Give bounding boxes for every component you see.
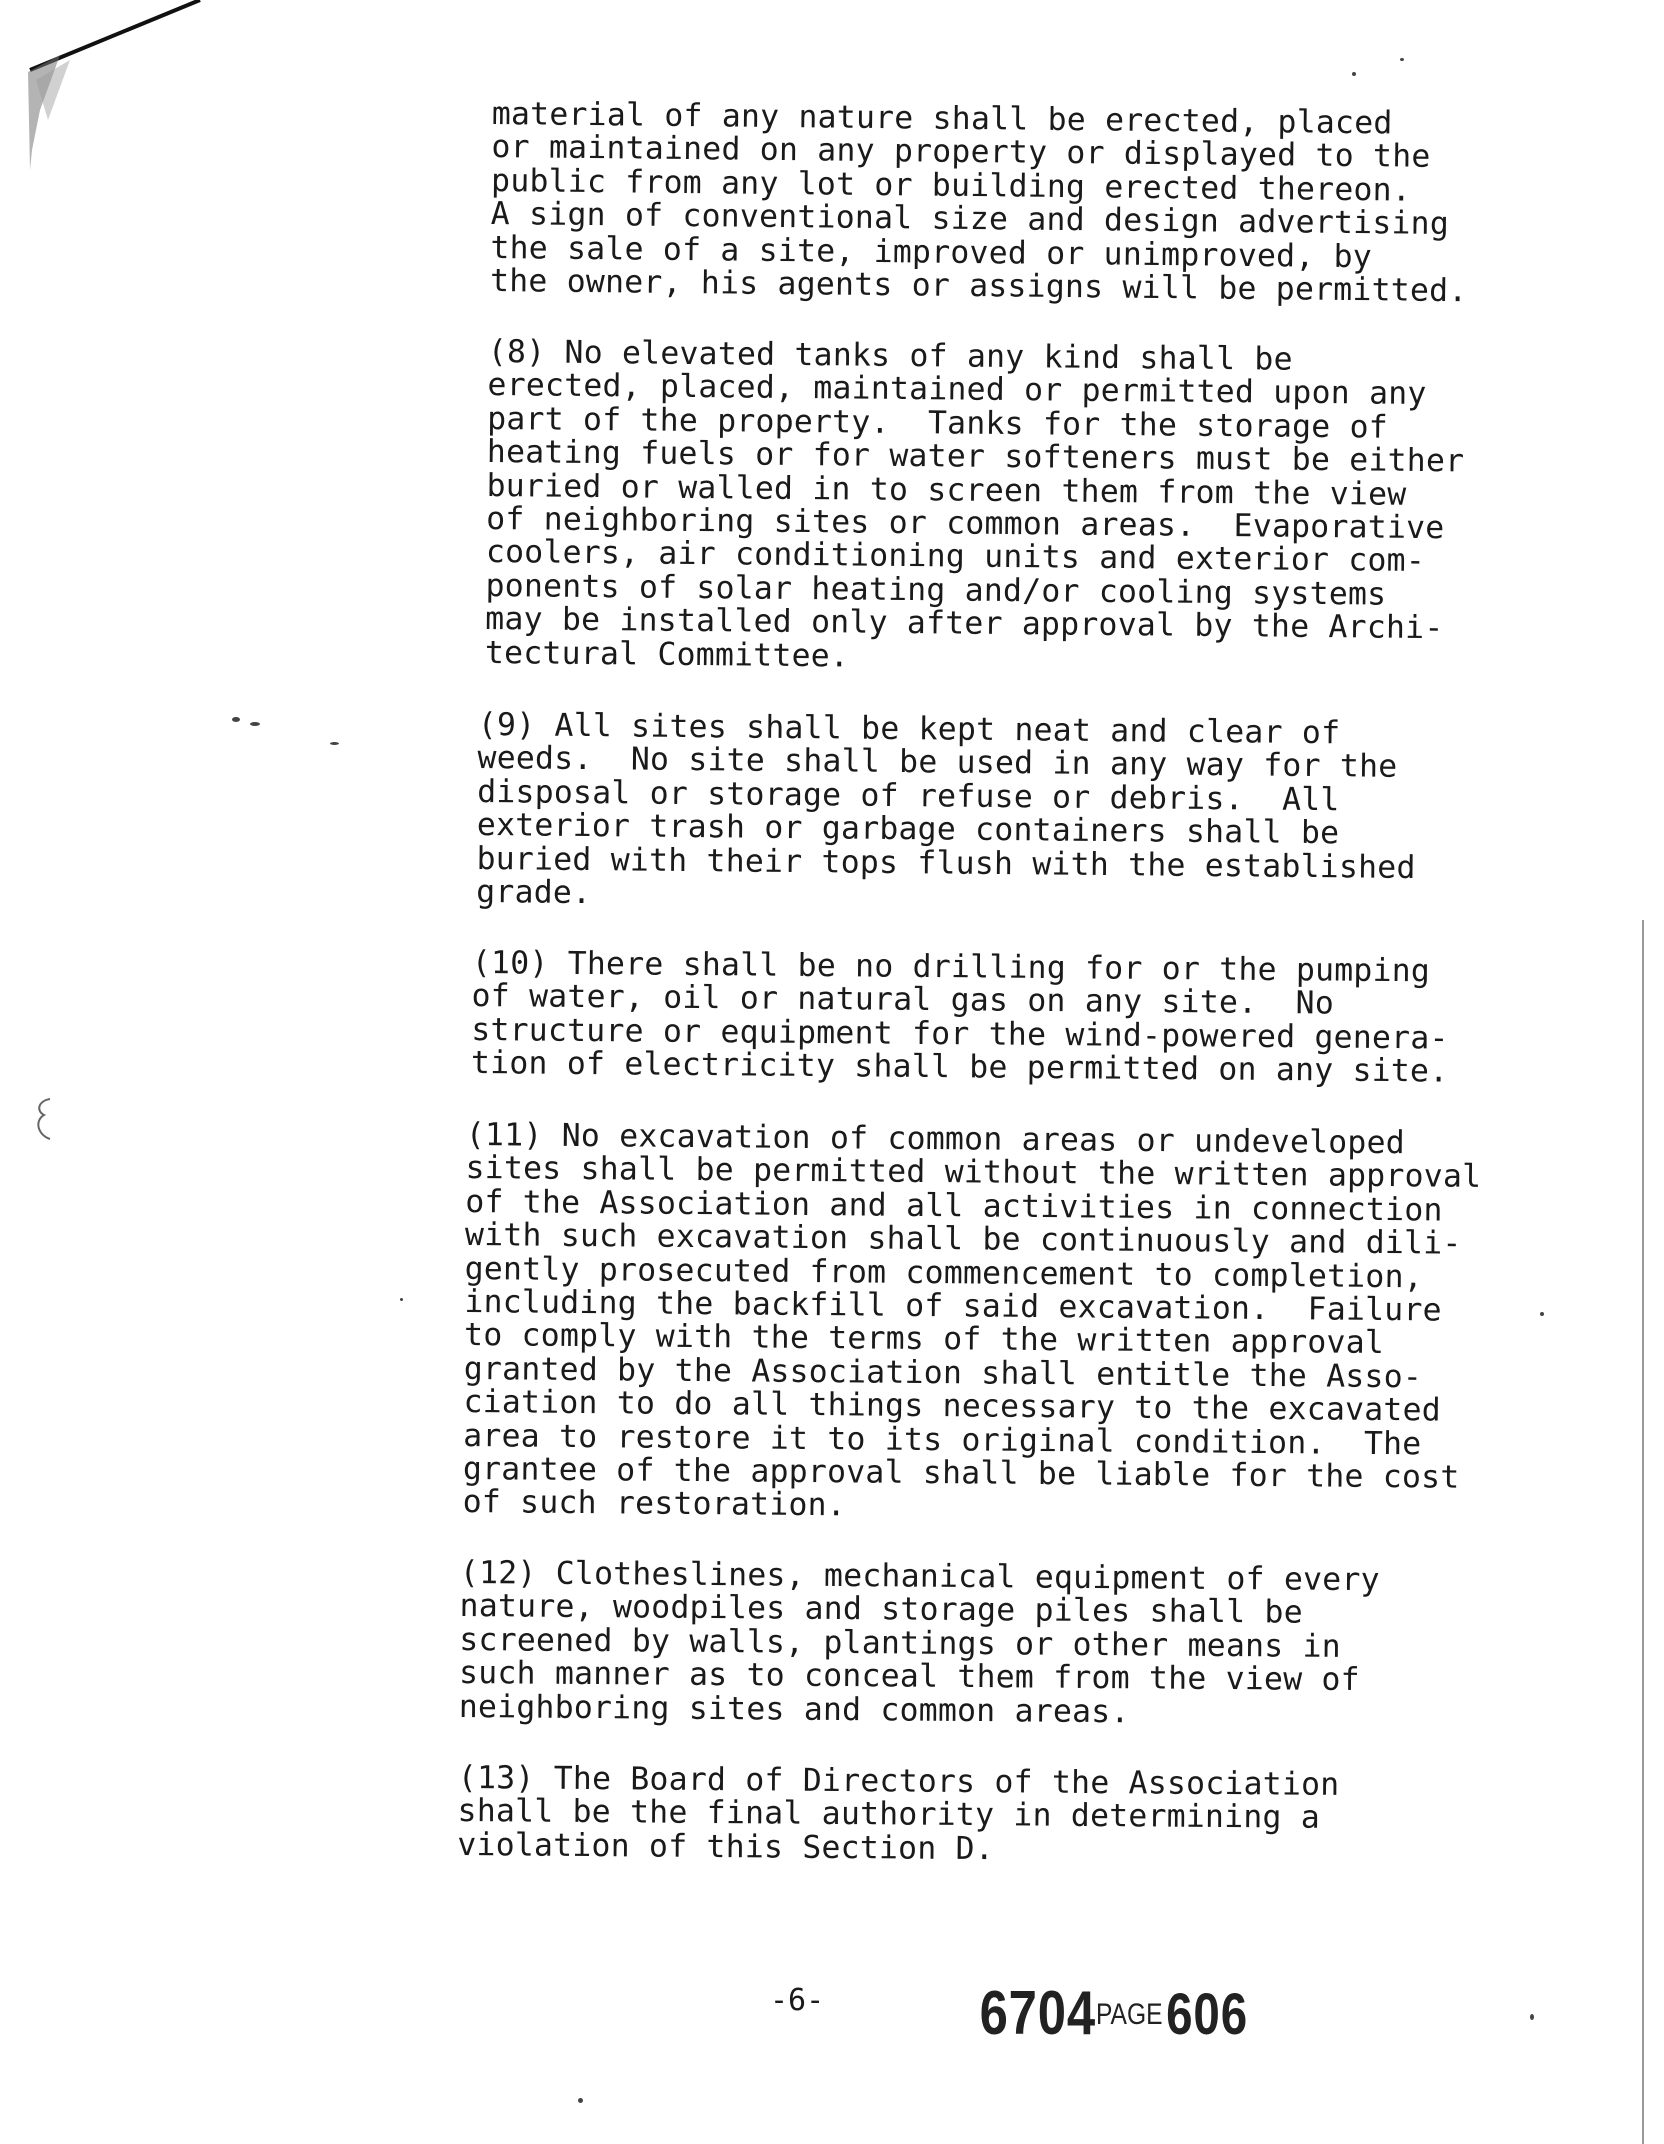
scan-artifact-corner-mark — [0, 0, 220, 200]
scan-speck — [400, 1298, 403, 1301]
scan-speck — [250, 722, 260, 726]
stamp-book-number: 6704 — [979, 1979, 1096, 2048]
paragraph-continuation: material of any nature shall be erected, placed or maintained on any property or displayed to the public from any lot or building erected thereon. A sign of conventional size and design advertising the sale of a site, improved or unimproved, by the owner, his agents or assigns will be permitted. — [489, 96, 1468, 310]
paragraph-9-sites-neat: (9) All sites shall be kept neat and clear of weeds. No site shall be used in any way for the disposal or storage of refuse or debris. All exterior trash or garbage containers shall be buried with their tops flush with the established grade. — [476, 706, 1416, 911]
scan-artifact-curl — [30, 1095, 70, 1145]
scan-edge-line — [1642, 920, 1644, 2144]
paragraph-13-board-authority: (13) The Board of Directors of the Association shall be the final authority in determining a violation of this Section D. — [457, 1760, 1340, 1868]
document-body — [457, 96, 1540, 1901]
paragraph-8-elevated-tanks: (8) No elevated tanks of any kind shall be erected, placed, maintained or permitted upon any part of the property. Tanks for the storage of heating fuels or for water softeners must be either buried or walled in to screen them from the view of neighboring sites or common areas. Evaporative coolers, air conditioning units and exterior com- ponents of solar heating and/or cooling systems may be installed only after approval by the Archi- tectural Committee. — [484, 334, 1465, 675]
scan-speck — [578, 2098, 583, 2103]
scan-speck — [1352, 72, 1356, 76]
paragraph-11-no-excavation: (11) No excavation of common areas or undeveloped sites shall be permitted without the written approval of the Association and all activities in connection with such excavation shall be continuously and dili- gently prosecuted from commencement to completion, including the backfill of said excavation. Failure to comply with the terms of the written approval granted by the Association shall entitle the Asso- ciation to do all things necessary to the excavated area to restore it to its original condition. The grantee of the approval shall be liable for the cost of such restoration. — [462, 1116, 1482, 1524]
page-number: -6- — [770, 1983, 825, 2018]
stamp-page-number: 606 — [1166, 1982, 1248, 2047]
recording-stamp — [965, 1960, 1248, 2067]
paragraph-10-no-drilling: (10) There shall be no drilling for or the pumping of water, oil or natural gas on any site. No structure or equipment for the wind-powered genera- tion of electricity shall be permitted on any site. — [470, 944, 1449, 1090]
scan-speck — [232, 717, 240, 722]
scan-speck — [1400, 58, 1404, 61]
stamp-page-label: PAGE — [1095, 1998, 1163, 2031]
scan-speck — [1540, 1312, 1544, 1316]
paragraph-12-clotheslines: (12) Clotheslines, mechanical equipment of every nature, woodpiles and storage piles shall be screened by walls, plantings or other means in such manner as to conceal them from the view of neighboring sites and common areas. — [458, 1555, 1380, 1731]
scan-speck — [1530, 2014, 1534, 2020]
scan-speck — [330, 742, 339, 745]
